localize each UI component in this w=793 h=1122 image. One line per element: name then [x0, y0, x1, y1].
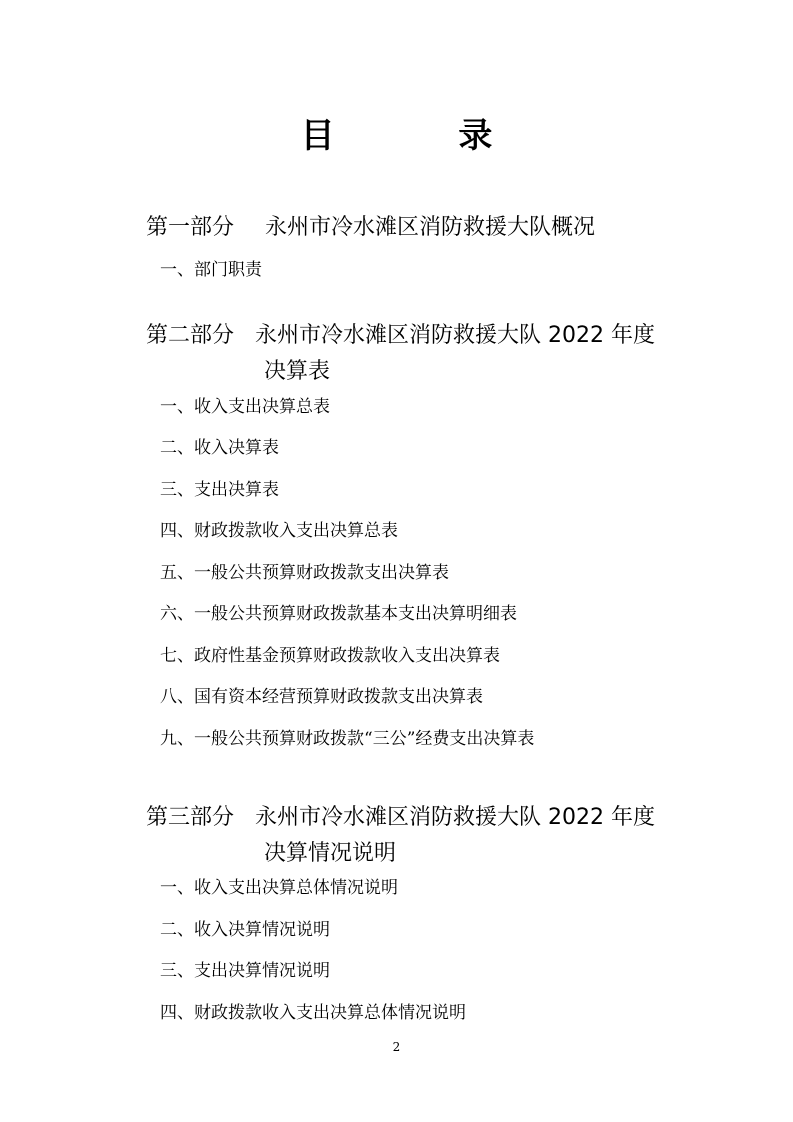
toc-item: 一、收入支出决算总体情况说明 — [160, 878, 398, 898]
toc-item: 二、收入决算表 — [160, 438, 279, 458]
part1-name: 永州市冷水滩区消防救援大队概况 — [265, 215, 596, 240]
toc-item: 六、一般公共预算财政拨款基本支出决算明细表 — [160, 604, 517, 624]
toc-item: 四、财政拨款收入支出决算总表 — [160, 521, 398, 541]
toc-item: 四、财政拨款收入支出决算总体情况说明 — [160, 1003, 466, 1023]
part3-heading — [146, 800, 655, 872]
toc-item: 三、支出决算情况说明 — [160, 961, 330, 981]
part1-label: 第一部分 — [146, 215, 235, 240]
toc-item: 五、一般公共预算财政拨款支出决算表 — [160, 563, 449, 583]
toc-item: 三、支出决算表 — [160, 480, 279, 500]
part2-name: 永州市冷水滩区消防救援大队 2022 年度 — [255, 323, 655, 348]
toc-item: 八、国有资本经营预算财政拨款支出决算表 — [160, 687, 483, 707]
toc-item: 一、部门职责 — [160, 260, 262, 280]
toc-item: 七、政府性基金预算财政拨款收入支出决算表 — [160, 646, 500, 666]
part1-heading — [146, 210, 595, 246]
part3-name: 永州市冷水滩区消防救援大队 2022 年度 — [255, 805, 655, 830]
part2-heading — [146, 318, 655, 390]
page-title: 目 录 — [300, 116, 549, 156]
toc-item: 九、一般公共预算财政拨款“三公”经费支出决算表 — [160, 729, 535, 749]
part2-name-cont: 决算表 — [264, 359, 331, 384]
page-number: 2 — [392, 1040, 401, 1054]
part3-name-cont: 决算情况说明 — [264, 841, 397, 866]
part2-label: 第二部分 — [146, 323, 235, 348]
toc-item: 二、收入决算情况说明 — [160, 920, 330, 940]
toc-item: 一、收入支出决算总表 — [160, 397, 330, 417]
part3-label: 第三部分 — [146, 805, 235, 830]
